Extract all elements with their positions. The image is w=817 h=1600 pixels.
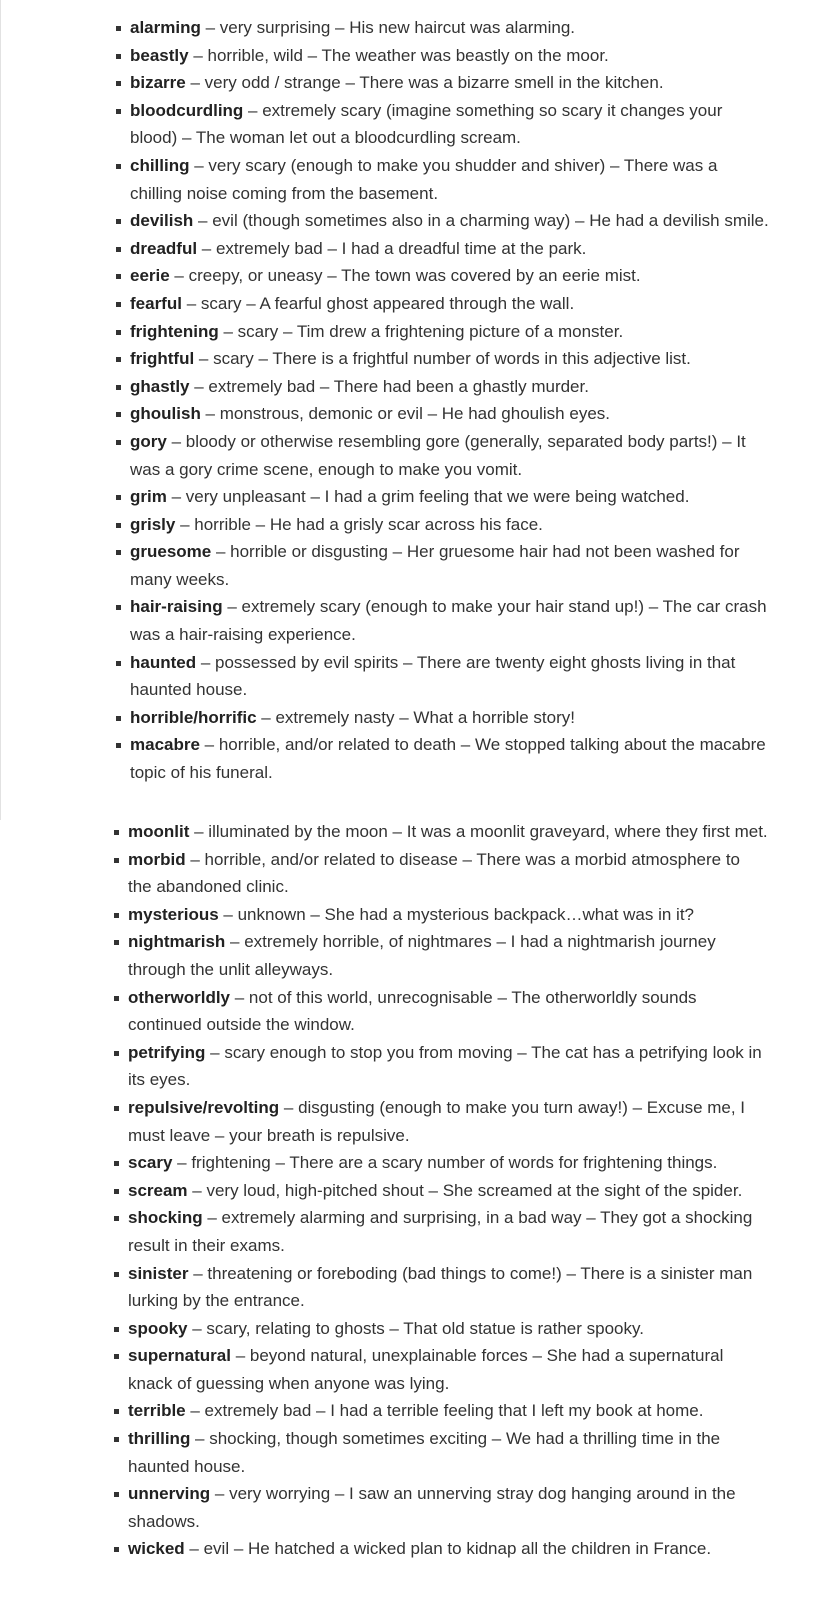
definition-and-example: – bloody or otherwise resembling gore (generally, separated body parts!) – It was a gory crime scene, enough to make you vomit. — [130, 431, 746, 479]
definition-and-example: – very worrying – I saw an unnerving stray dog hanging around in the shadows. — [128, 1484, 736, 1531]
adjective-term: grim — [130, 487, 167, 507]
adjective-term: moonlit — [128, 822, 190, 841]
adjective-term: alarming — [130, 18, 201, 37]
adjective-term: terrible — [128, 1401, 186, 1421]
definition-and-example: – unknown – She had a mysterious backpack…what was in it? — [218, 904, 695, 924]
list-item — [130, 373, 770, 401]
square-bullet-icon — [116, 440, 121, 445]
list-item — [130, 511, 770, 539]
list-item — [130, 262, 770, 290]
definition-and-example: – scary – A fearful ghost appeared through the wall. — [181, 293, 575, 313]
square-bullet-icon — [114, 1051, 119, 1056]
square-bullet-icon — [116, 81, 121, 86]
definition-and-example: – extremely alarming and surprising, in a bad way – They got a shocking result in their exams. — [128, 1208, 753, 1255]
square-bullet-icon — [114, 830, 119, 835]
adjective-term: thrilling — [128, 1429, 191, 1449]
square-bullet-icon — [116, 523, 121, 528]
adjective-list-part-2 — [128, 818, 768, 1563]
definition-and-example: – possessed by evil spirits – There are twenty eight ghosts living in that haunted house. — [130, 652, 736, 700]
square-bullet-icon — [116, 274, 121, 279]
definition-and-example: – very surprising – His new haircut was alarming. — [200, 18, 576, 37]
list-item — [130, 69, 770, 97]
adjective-term: devilish — [130, 211, 194, 231]
list-item — [130, 345, 770, 373]
adjective-term: grisly — [130, 514, 176, 534]
list-item — [128, 1177, 768, 1205]
definition-and-example: – evil – He hatched a wicked plan to kidnap all the children in France. — [184, 1539, 712, 1559]
adjective-term: fearful — [130, 293, 182, 313]
adjective-term: haunted — [130, 652, 197, 672]
adjective-term: supernatural — [128, 1346, 231, 1366]
adjective-term: horrible/horrific — [130, 707, 257, 727]
square-bullet-icon — [116, 330, 121, 335]
definition-and-example: – scary – There is a frightful number of words in this adjective list. — [194, 349, 691, 369]
adjective-term: eerie — [130, 266, 170, 286]
adjective-term: otherworldly — [128, 987, 231, 1007]
list-item — [128, 928, 768, 983]
square-bullet-icon — [114, 940, 119, 945]
square-bullet-icon — [114, 858, 119, 863]
list-item — [128, 1425, 768, 1480]
list-item — [130, 538, 770, 593]
list-item — [128, 1535, 768, 1563]
adjective-term: nightmarish — [128, 932, 226, 952]
square-bullet-icon — [114, 1547, 119, 1552]
list-item — [128, 1342, 768, 1397]
definition-and-example: – extremely scary (enough to make your hair stand up!) – The car crash was a hair-raising experience. — [130, 597, 767, 645]
definition-and-example: – scary – Tim drew a frightening picture of a monster. — [218, 321, 624, 341]
adjective-term: gory — [130, 431, 167, 451]
definition-and-example: – extremely scary (imagine something so scary it changes your blood) – The woman let out a bloodcurdling scream. — [130, 100, 723, 148]
adjective-term: mysterious — [128, 904, 219, 924]
square-bullet-icon — [114, 1409, 119, 1414]
square-bullet-icon — [116, 385, 121, 390]
square-bullet-icon — [114, 913, 119, 918]
adjective-term: macabre — [130, 735, 200, 755]
square-bullet-icon — [116, 164, 121, 169]
definition-and-example: – very scary (enough to make you shudder and shiver) – There was a chilling noise coming from the basement. — [130, 155, 718, 203]
definition-and-example: – threatening or foreboding (bad things to come!) – There is a sinister man lurking by the entrance. — [128, 1263, 753, 1311]
square-bullet-icon — [116, 219, 121, 224]
square-bullet-icon — [116, 412, 121, 417]
definition-and-example: – extremely bad – There had been a ghastly murder. — [189, 376, 589, 396]
adjective-term: sinister — [128, 1263, 189, 1283]
square-bullet-icon — [116, 550, 121, 555]
list-item — [128, 1260, 768, 1315]
square-bullet-icon — [114, 1437, 119, 1442]
square-bullet-icon — [116, 716, 121, 721]
adjective-term: frightening — [130, 321, 219, 341]
list-item — [130, 235, 770, 263]
definition-and-example: – evil (though sometimes also in a charming way) – He had a devilish smile. — [193, 211, 769, 231]
definition-and-example: – creepy, or uneasy – The town was covered by an eerie mist. — [169, 266, 641, 286]
adjective-term: bloodcurdling — [130, 100, 244, 120]
list-item — [130, 704, 770, 732]
list-item — [128, 1315, 768, 1343]
square-bullet-icon — [116, 357, 121, 362]
square-bullet-icon — [116, 247, 121, 252]
definition-and-example: – horrible, and/or related to death – We stopped talking about the macabre topic of his funeral. — [130, 735, 766, 783]
square-bullet-icon — [116, 54, 121, 59]
square-bullet-icon — [114, 1189, 119, 1194]
adjective-term: scary — [128, 1153, 173, 1173]
square-bullet-icon — [114, 996, 119, 1001]
list-item — [130, 152, 770, 207]
list-item — [128, 1480, 768, 1535]
adjective-term: spooky — [128, 1318, 188, 1338]
definition-and-example: – very unpleasant – I had a grim feeling that we were being watched. — [166, 487, 690, 507]
adjective-term: bizarre — [130, 73, 186, 93]
list-item — [130, 290, 770, 318]
square-bullet-icon — [116, 661, 121, 666]
adjective-term: wicked — [128, 1539, 185, 1559]
adjective-term: morbid — [128, 849, 186, 869]
list-item — [128, 1094, 768, 1149]
square-bullet-icon — [114, 1492, 119, 1497]
adjective-term: petrifying — [128, 1042, 206, 1062]
list-item — [130, 318, 770, 346]
definition-and-example: – horrible or disgusting – Her gruesome hair had not been washed for many weeks. — [130, 542, 740, 589]
square-bullet-icon — [116, 109, 121, 114]
definition-and-example: – not of this world, unrecognisable – The otherworldly sounds continued outside the window. — [128, 987, 697, 1035]
adjective-term: ghoulish — [130, 404, 201, 424]
definition-and-example: – scary, relating to ghosts – That old statue is rather spooky. — [187, 1318, 644, 1338]
list-item — [130, 428, 770, 483]
list-item — [128, 1039, 768, 1094]
list-item — [128, 846, 768, 901]
list-item — [130, 97, 770, 152]
adjective-term: chilling — [130, 155, 190, 175]
square-bullet-icon — [116, 743, 121, 748]
list-item — [128, 818, 768, 846]
definition-and-example: – horrible – He had a grisly scar across his face. — [175, 514, 543, 534]
adjective-term: hair-raising — [130, 597, 223, 617]
list-item — [128, 1149, 768, 1177]
square-bullet-icon — [116, 605, 121, 610]
adjective-list-part-1 — [130, 14, 770, 787]
definition-and-example: – very odd / strange – There was a bizarre smell in the kitchen. — [185, 73, 664, 93]
list-item — [130, 207, 770, 235]
list-item — [128, 1397, 768, 1425]
left-border-rule — [0, 0, 1, 820]
adjective-term: frightful — [130, 349, 195, 369]
square-bullet-icon — [114, 1272, 119, 1277]
square-bullet-icon — [114, 1354, 119, 1359]
list-item — [130, 649, 770, 704]
definition-and-example: – extremely bad – I had a terrible feeling that I left my book at home. — [185, 1401, 704, 1421]
definition-and-example: – horrible, and/or related to disease – There was a morbid atmosphere to the abandoned clinic. — [128, 849, 740, 897]
list-item — [130, 593, 770, 648]
definition-and-example: – disgusting (enough to make you turn away!) – Excuse me, I must leave – your breath is repulsive. — [128, 1097, 746, 1145]
definition-and-example: – horrible, wild – The weather was beastly on the moor. — [188, 45, 609, 65]
definition-and-example: – very loud, high-pitched shout – She screamed at the sight of the spider. — [187, 1180, 743, 1200]
list-item — [128, 901, 768, 929]
list-item — [130, 731, 770, 786]
list-item — [128, 1204, 768, 1259]
definition-and-example: – extremely horrible, of nightmares – I had a nightmarish journey through the unlit alleyways. — [128, 932, 716, 979]
adjective-term: beastly — [130, 45, 189, 65]
square-bullet-icon — [114, 1327, 119, 1332]
list-item — [128, 984, 768, 1039]
adjective-term: repulsive/revolting — [128, 1097, 280, 1117]
square-bullet-icon — [114, 1216, 119, 1221]
adjective-term: ghastly — [130, 376, 190, 396]
list-item — [130, 14, 770, 42]
adjective-term: gruesome — [130, 542, 212, 562]
adjective-term: scream — [128, 1180, 188, 1200]
adjective-term: shocking — [128, 1208, 203, 1228]
square-bullet-icon — [114, 1106, 119, 1111]
square-bullet-icon — [114, 1161, 119, 1166]
adjective-term: dreadful — [130, 238, 198, 258]
list-item — [130, 400, 770, 428]
definition-and-example: – scary enough to stop you from moving – The cat has a petrifying look in its eyes. — [128, 1042, 762, 1090]
list-item — [130, 42, 770, 70]
definition-and-example: – shocking, though sometimes exciting – We had a thrilling time in the haunted house. — [128, 1429, 721, 1476]
square-bullet-icon — [116, 495, 121, 500]
definition-and-example: – extremely bad – I had a dreadful time at the park. — [197, 238, 587, 258]
square-bullet-icon — [116, 302, 121, 307]
definition-and-example: – beyond natural, unexplainable forces – She had a supernatural knack of guessing when anyone was lying. — [128, 1346, 724, 1393]
square-bullet-icon — [116, 26, 121, 31]
definition-and-example: – extremely nasty – What a horrible story! — [256, 707, 575, 727]
definition-and-example: – frightening – There are a scary number of words for frightening things. — [172, 1153, 718, 1173]
list-item — [130, 483, 770, 511]
definition-and-example: – monstrous, demonic or evil – He had ghoulish eyes. — [200, 404, 610, 424]
adjective-term: unnerving — [128, 1484, 211, 1504]
definition-and-example: – illuminated by the moon – It was a moonlit graveyard, where they first met. — [189, 822, 768, 841]
